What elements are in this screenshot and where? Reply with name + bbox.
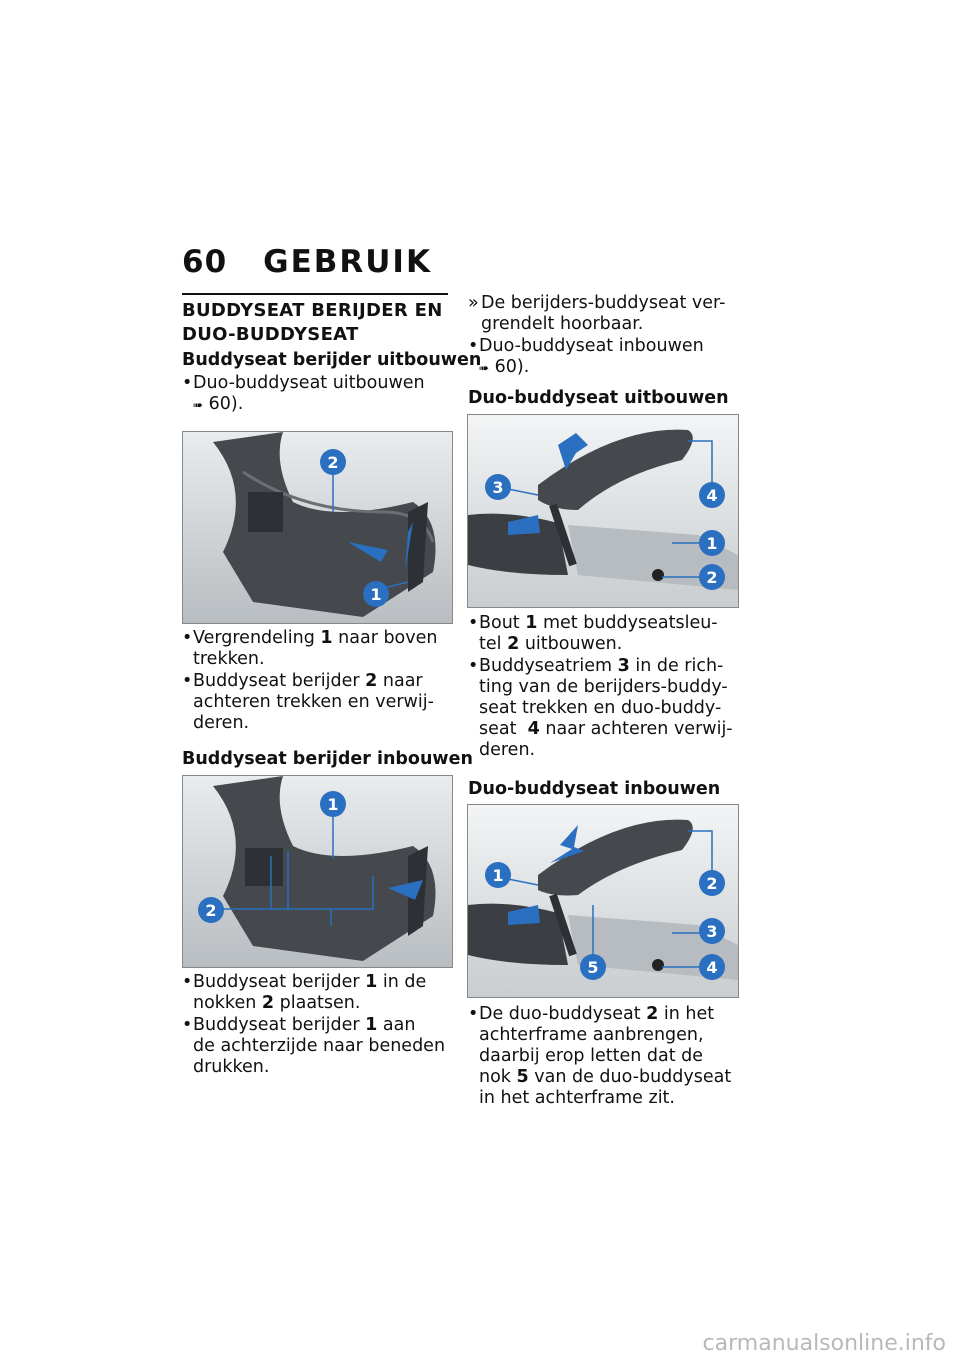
watermark: carmanualsonline.info — [702, 1331, 946, 1356]
svg-text:1: 1 — [370, 585, 382, 604]
pre-step-list — [182, 373, 452, 416]
list-item: • Bout 1 met buddyseatsleu- tel 2 uitbouwen. — [468, 613, 743, 655]
arrow-right-icon: ➠ — [193, 398, 204, 412]
svg-text:1: 1 — [492, 866, 504, 885]
svg-text:1: 1 — [327, 795, 339, 814]
svg-text:4: 4 — [706, 486, 718, 505]
figure-remove-pillion-seat — [467, 414, 739, 608]
list-item: • De duo-buddyseat 2 in het achterframe aanbrengen, daarbij erop letten dat de nok 5 van de duo-buddyseat in het achterframe zit. — [468, 1004, 743, 1109]
steps-remove-rider-seat — [182, 628, 457, 734]
svg-text:3: 3 — [492, 478, 504, 497]
steps-remove-pillion-seat — [468, 613, 743, 761]
list-item: • Buddyseat berijder 2 naar achteren trekken en verwij- deren. — [182, 671, 457, 734]
list-item: • Buddyseat berijder 1 aan de achterzijde naar beneden drukken. — [182, 1015, 457, 1078]
chapter-title: GEBRUIK — [263, 244, 432, 280]
svg-text:2: 2 — [706, 874, 718, 893]
section-title: BUDDYSEAT BERIJDER EN DUO-BUDDYSEAT — [182, 300, 443, 345]
heading-install-pillion-seat: Duo-buddyseat inbouwen — [468, 779, 721, 799]
arrow-right-icon: ➠ — [479, 361, 490, 375]
figure-remove-rider-seat — [182, 431, 453, 624]
page-reference-link[interactable]: ➠ 60). — [193, 394, 244, 414]
heading-install-rider-seat: Buddyseat berijder inbouwen — [182, 749, 473, 769]
svg-text:2: 2 — [205, 901, 217, 920]
figure-install-rider-seat — [182, 775, 453, 968]
svg-text:1: 1 — [706, 534, 718, 553]
result-item: » De berijders-buddyseat ver- grendelt hoorbaar. — [468, 293, 743, 335]
page-number: 60 — [182, 244, 228, 280]
page-header — [182, 242, 432, 282]
svg-text:4: 4 — [706, 958, 718, 977]
heading-remove-rider-seat: Buddyseat berijder uitbouwen — [182, 350, 482, 370]
header-rule — [182, 293, 448, 295]
list-item: • Duo-buddyseat inbouwen ➠ 60). — [468, 336, 743, 379]
list-item: • Vergrendeling 1 naar boven trekken. — [182, 628, 457, 670]
svg-text:5: 5 — [587, 958, 599, 977]
page-reference-link[interactable]: ➠ 60). — [479, 357, 530, 377]
right-intro — [468, 293, 743, 379]
steps-install-rider-seat — [182, 972, 457, 1078]
list-item: • Buddyseatriem 3 in de rich- ting van de berijders-buddy- seat trekken en duo-buddy- seat 4 naar achteren verwij- deren. — [468, 656, 743, 761]
heading-remove-pillion-seat: Duo-buddyseat uitbouwen — [468, 388, 729, 408]
figure-install-pillion-seat — [467, 804, 739, 998]
steps-install-pillion-seat — [468, 1004, 743, 1109]
svg-text:3: 3 — [706, 922, 718, 941]
svg-text:2: 2 — [706, 568, 718, 587]
svg-text:2: 2 — [327, 453, 339, 472]
list-item: • Duo-buddyseat uitbouwen ➠ 60). — [182, 373, 452, 416]
list-item: • Buddyseat berijder 1 in de nokken 2 plaatsen. — [182, 972, 457, 1014]
